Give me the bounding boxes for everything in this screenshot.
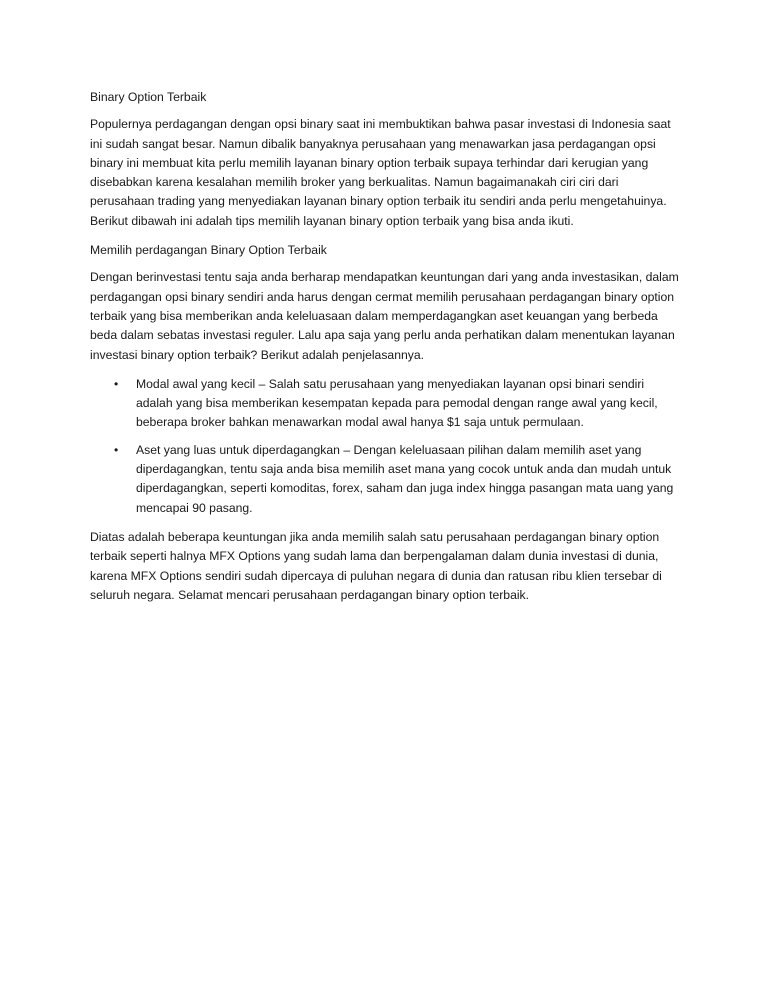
bullet-icon: • [114,376,119,391]
bullet-list [90,375,682,518]
section-subheading: Memilih perdagangan Binary Option Terbaik [90,243,327,258]
list-item-text: Modal awal yang kecil – Salah satu perusahaan yang menyediakan layanan opsi binari sendiri adalah yang bisa memberikan kesempatan kepada para pemodal dengan range awal yang kecil, beberapa broker bahkan menawarkan modal awal hanya $1 saja untuk permulaan. [136,376,658,430]
bullet-icon: • [114,442,119,457]
document-title: Binary Option Terbaik [90,90,207,104]
list-item-text: Aset yang luas untuk diperdagangkan – Dengan keleluasaan pilihan dalam memilih aset yang diperdagangkan, tentu saja anda bisa memilih aset mana yang cocok untuk anda dan mudah untuk diperdagangkan, seperti komoditas, forex, saham dan juga index hingga pasangan mata uang yang mencapai 90 pasang. [136,442,674,515]
closing-paragraph: Diatas adalah beberapa keuntungan jika anda memilih salah satu perusahaan perdagangan binary option terbaik seperti halnya MFX Options yang sudah lama dan berpengalaman dalam dunia investasi di dunia, karena MFX Options sendiri sudah dipercaya di puluhan negara di dunia dan ratusan ribu klien tersebar di seluruh negara. Selamat mencari perusahaan perdagangan binary option terbaik. [90,529,662,602]
list-item [90,441,682,518]
intro-paragraph: Populernya perdagangan dengan opsi binary saat ini membuktikan bahwa pasar investasi di Indonesia saat ini sudah sangat besar. Namun dibalik banyaknya perusahaan yang menawarkan jasa perdagangan opsi binary ini membuat kita perlu memilih layanan binary option terbaik supaya terhindar dari kerugian yang disebabkan karena kesalahan memilih broker yang berkualitas. Namun bagaimanakah ciri ciri dari perusahaan trading yang menyediakan layanan binary option terbaik itu sendiri anda perlu mengetahuinya. Berikut dibawah ini adalah tips memilih layanan binary option terbaik yang bisa anda ikuti. [90,117,671,228]
section-paragraph: Dengan berinvestasi tentu saja anda berharap mendapatkan keuntungan dari yang anda investasikan, dalam perdagangan opsi binary sendiri anda harus dengan cermat memilih perusahaan perdagangan binary option terbaik yang bisa memberikan anda keleluasaan dalam memperdagangkan aset keuangan yang berbeda beda dalam sebatas investasi reguler. Lalu apa saja yang perlu anda perhatikan dalam menentukan layanan investasi binary option terbaik? Berikut adalah penjelasannya. [90,270,679,362]
list-item [90,375,682,433]
document-body [90,88,682,615]
